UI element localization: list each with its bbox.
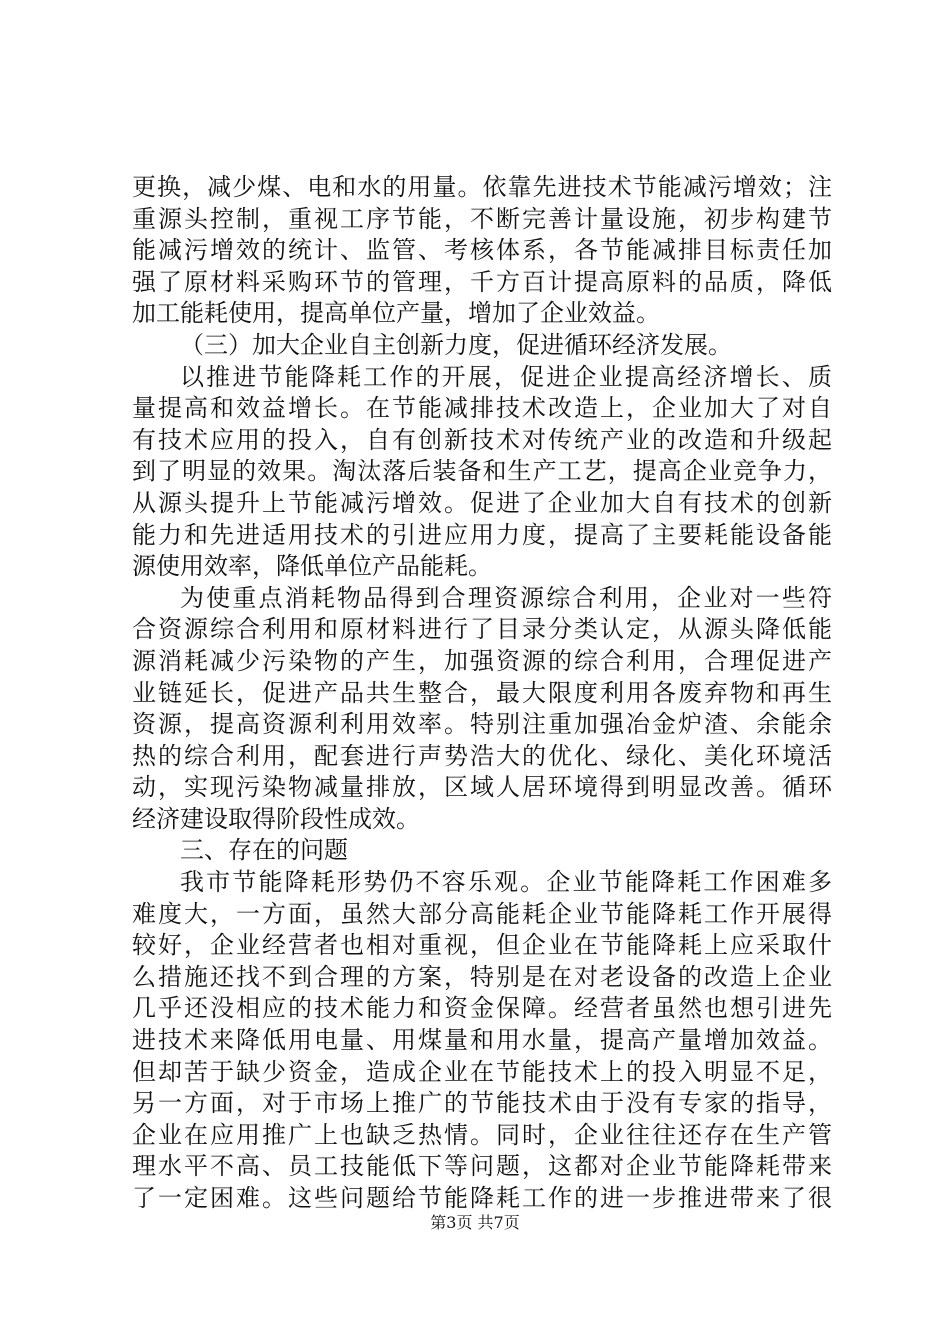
text-line: 业链延长，促进产品共生整合，最大限度利用各废弃物和再生 — [132, 678, 832, 707]
text-line: 较好，企业经营者也相对重视，但企业在节能降耗上应采取什 — [132, 931, 832, 960]
text-line: 资源，提高资源利利用效率。特别注重加强冶金炉渣、余能余 — [132, 710, 832, 739]
text-line: 合资源综合利用和原材料进行了目录分类认定，从源头降低能 — [132, 615, 832, 644]
text-line: 能力和先进适用技术的引进应用力度，提高了主要耗能设备能 — [132, 520, 832, 549]
text-line: 为使重点消耗物品得到合理资源综合利用，企业对一些符 — [180, 583, 832, 612]
page-number-footer: 第3页 共7页 — [430, 1213, 520, 1232]
text-line: 更换，减少煤、电和水的用量。依靠先进技术节能减污增效；注 — [132, 173, 832, 201]
text-line: 到了明显的效果。淘汰落后装备和生产工艺，提高企业竞争力， — [132, 457, 832, 486]
text-line: 了一定困难。这些问题给节能降耗工作的进一步推进带来了很 — [132, 1184, 832, 1212]
section-heading: 三、存在的问题 — [180, 836, 348, 865]
text-line: 进技术来降低用电量、用煤量和用水量，提高产量增加效益。 — [132, 1026, 832, 1055]
text-line: 有技术应用的投入，自有创新技术对传统产业的改造和升级起 — [132, 425, 832, 454]
text-line: 理水平不高、员工技能低下等问题，这都对企业节能降耗带来 — [132, 1152, 832, 1181]
text-line: 能减污增效的统计、监管、考核体系，各节能减排目标责任加 — [132, 236, 832, 265]
text-line: 热的综合利用，配套进行声势浩大的优化、绿化、美化环境活 — [132, 741, 832, 770]
text-line: 经济建设取得阶段性成效。 — [132, 804, 420, 833]
section-heading: （三）加大企业自主创新力度，促进循环经济发展。 — [180, 330, 732, 359]
text-line: 重源头控制，重视工序节能，不断完善计量设施，初步构建节 — [132, 204, 832, 233]
text-line: 量提高和效益增长。在节能减排技术改造上，企业加大了对自 — [132, 394, 832, 423]
text-line: 么措施还找不到合理的方案，特别是在对老设备的改造上企业 — [132, 962, 832, 991]
text-line: 难度大，一方面，虽然大部分高能耗企业节能降耗工作开展得 — [132, 899, 832, 928]
text-line: 几乎还没相应的技术能力和资金保障。经营者虽然也想引进先 — [132, 994, 832, 1023]
text-line: 另一方面，对于市场上推广的节能技术由于没有专家的指导， — [132, 1089, 832, 1118]
text-line: 源使用效率，降低单位产品能耗。 — [132, 552, 492, 581]
text-line: 从源头提升上节能减污增效。促进了企业加大自有技术的创新 — [132, 488, 832, 517]
text-line: 我市节能降耗形势仍不容乐观。企业节能降耗工作困难多 — [180, 868, 832, 897]
text-line: 源消耗减少污染物的产生，加强资源的综合利用，合理促进产 — [132, 646, 832, 675]
text-line: 动，实现污染物减量排放，区域人居环境得到明显改善。循环 — [132, 773, 832, 802]
text-line: 但却苦于缺少资金，造成企业在节能技术上的投入明显不足， — [132, 1057, 832, 1086]
text-line: 以推进节能降耗工作的开展，促进企业提高经济增长、质 — [180, 362, 832, 391]
text-line: 企业在应用推广上也缺乏热情。同时，企业往往还存在生产管 — [132, 1120, 832, 1149]
text-line: 强了原材料采购环节的管理，千方百计提高原料的品质，降低 — [132, 267, 832, 296]
text-line: 加工能耗使用，提高单位产量，增加了企业效益。 — [132, 299, 660, 328]
body-text — [132, 172, 832, 1215]
